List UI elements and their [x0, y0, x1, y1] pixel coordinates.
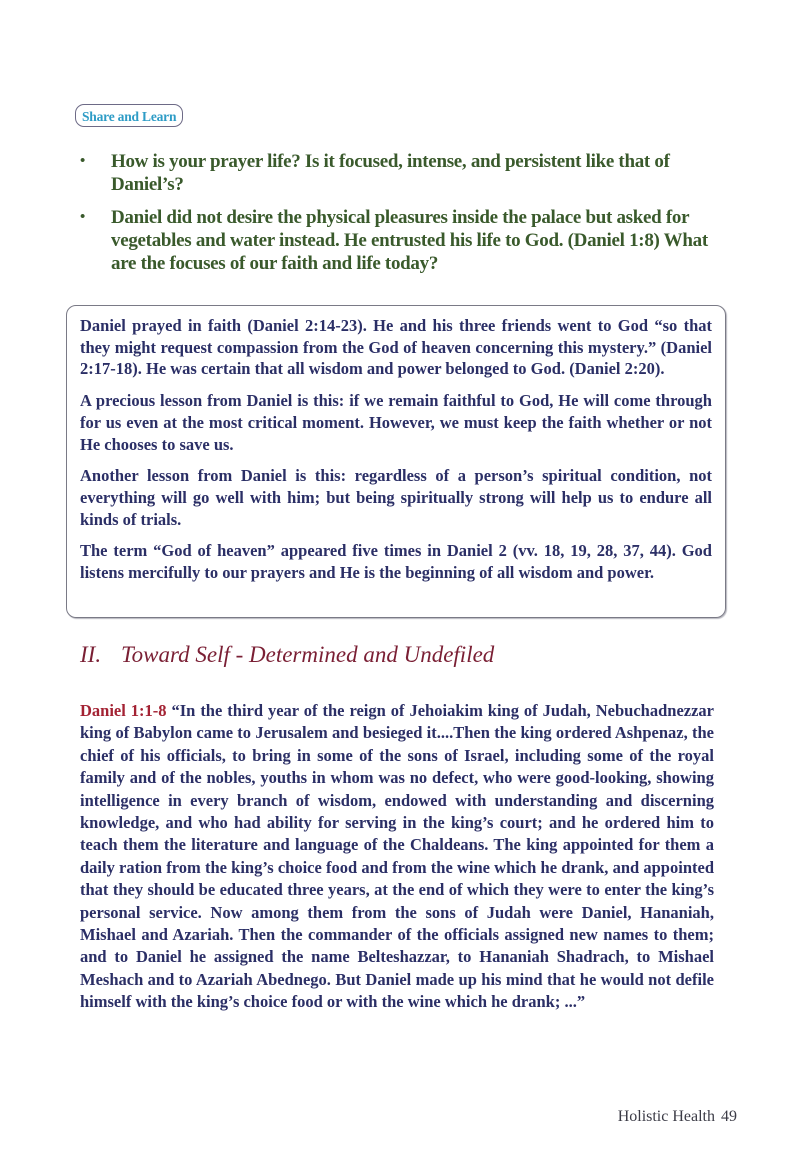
- question-item: [78, 206, 718, 275]
- scripture-text: “In the third year of the reign of Jehoiakim king of Judah, Nebuchadnezzar king of Babylon came to Jerusalem and besieged it....Then the king ordered Ashpenaz, the chief of his officials, to bring in some of the sons of Israel, including some of the royal family and of the nobles, youths in whom was no defect, who were good-looking, showing intelligence in every branch of wisdom, endowed with understanding and discerning knowledge, and who had ability for serving in the king’s court; and he ordered him to teach them the literature and language of the Chaldeans. The king appointed for them a daily ration from the king’s choice food and from the wine which he drank, and appointed that they should be educated three years, at the end of which they were to enter the king’s personal service. Now among them from the sons of Judah were Daniel, Hananiah, Mishael and Azariah. Then the commander of the officials assigned new names to them; and to Daniel he assigned the name Belteshazzar, to Hananiah Shadrach, to Mishael Meshach and to Azariah Abednego. But Daniel made up his mind that he would not defile himself with the king’s choice food or with the wine which he drank; ...”: [80, 701, 714, 1012]
- question-text: How is your prayer life? Is it focused, intense, and persistent like that of Daniel’s?: [111, 151, 670, 195]
- bullet-icon: •: [80, 153, 85, 169]
- callout-paragraph: The term “God of heaven” appeared five times in Daniel 2 (vv. 18, 19, 28, 37, 44). God listens mercifully to our prayers and He is the beginning of all wisdom and power.: [80, 541, 712, 583]
- section-heading: [80, 640, 494, 670]
- bullet-icon: •: [80, 209, 85, 225]
- section-number: II.: [80, 642, 102, 667]
- scripture-reference: Daniel 1:1-8: [80, 701, 167, 720]
- callout-paragraph: A precious lesson from Daniel is this: if we remain faithful to God, He will come through for us even at the most critical moment. However, we must keep the faith whether or not He chooses to save us.: [80, 391, 712, 454]
- callout-paragraph: Daniel prayed in faith (Daniel 2:14-23). He and his three friends went to God “so that they might request compassion from the God of heaven concerning this mystery.” (Daniel 2:17-18). He was certain that all wisdom and power belonged to God. (Daniel 2:20).: [80, 316, 712, 379]
- page-footer: [618, 1107, 737, 1127]
- share-questions-list: [78, 150, 718, 285]
- share-and-learn-tag: Share and Learn: [75, 104, 183, 127]
- callout-box: [66, 305, 726, 618]
- scripture-passage: [80, 700, 714, 1014]
- question-item: [78, 150, 718, 196]
- question-text: Daniel did not desire the physical pleasures inside the palace but asked for vegetables and water instead. He entrusted his life to God. (Daniel 1:8) What are the focuses of our faith and life today?: [111, 207, 708, 274]
- section-title: Toward Self - Determined and Undefiled: [121, 642, 495, 667]
- callout-paragraph: Another lesson from Daniel is this: regardless of a person’s spiritual condition, not everything will go well with him; but being spiritually strong will help us to endure all kinds of trials.: [80, 466, 712, 529]
- book-title: Holistic Health: [617, 1108, 715, 1125]
- page-number: 49: [721, 1108, 737, 1125]
